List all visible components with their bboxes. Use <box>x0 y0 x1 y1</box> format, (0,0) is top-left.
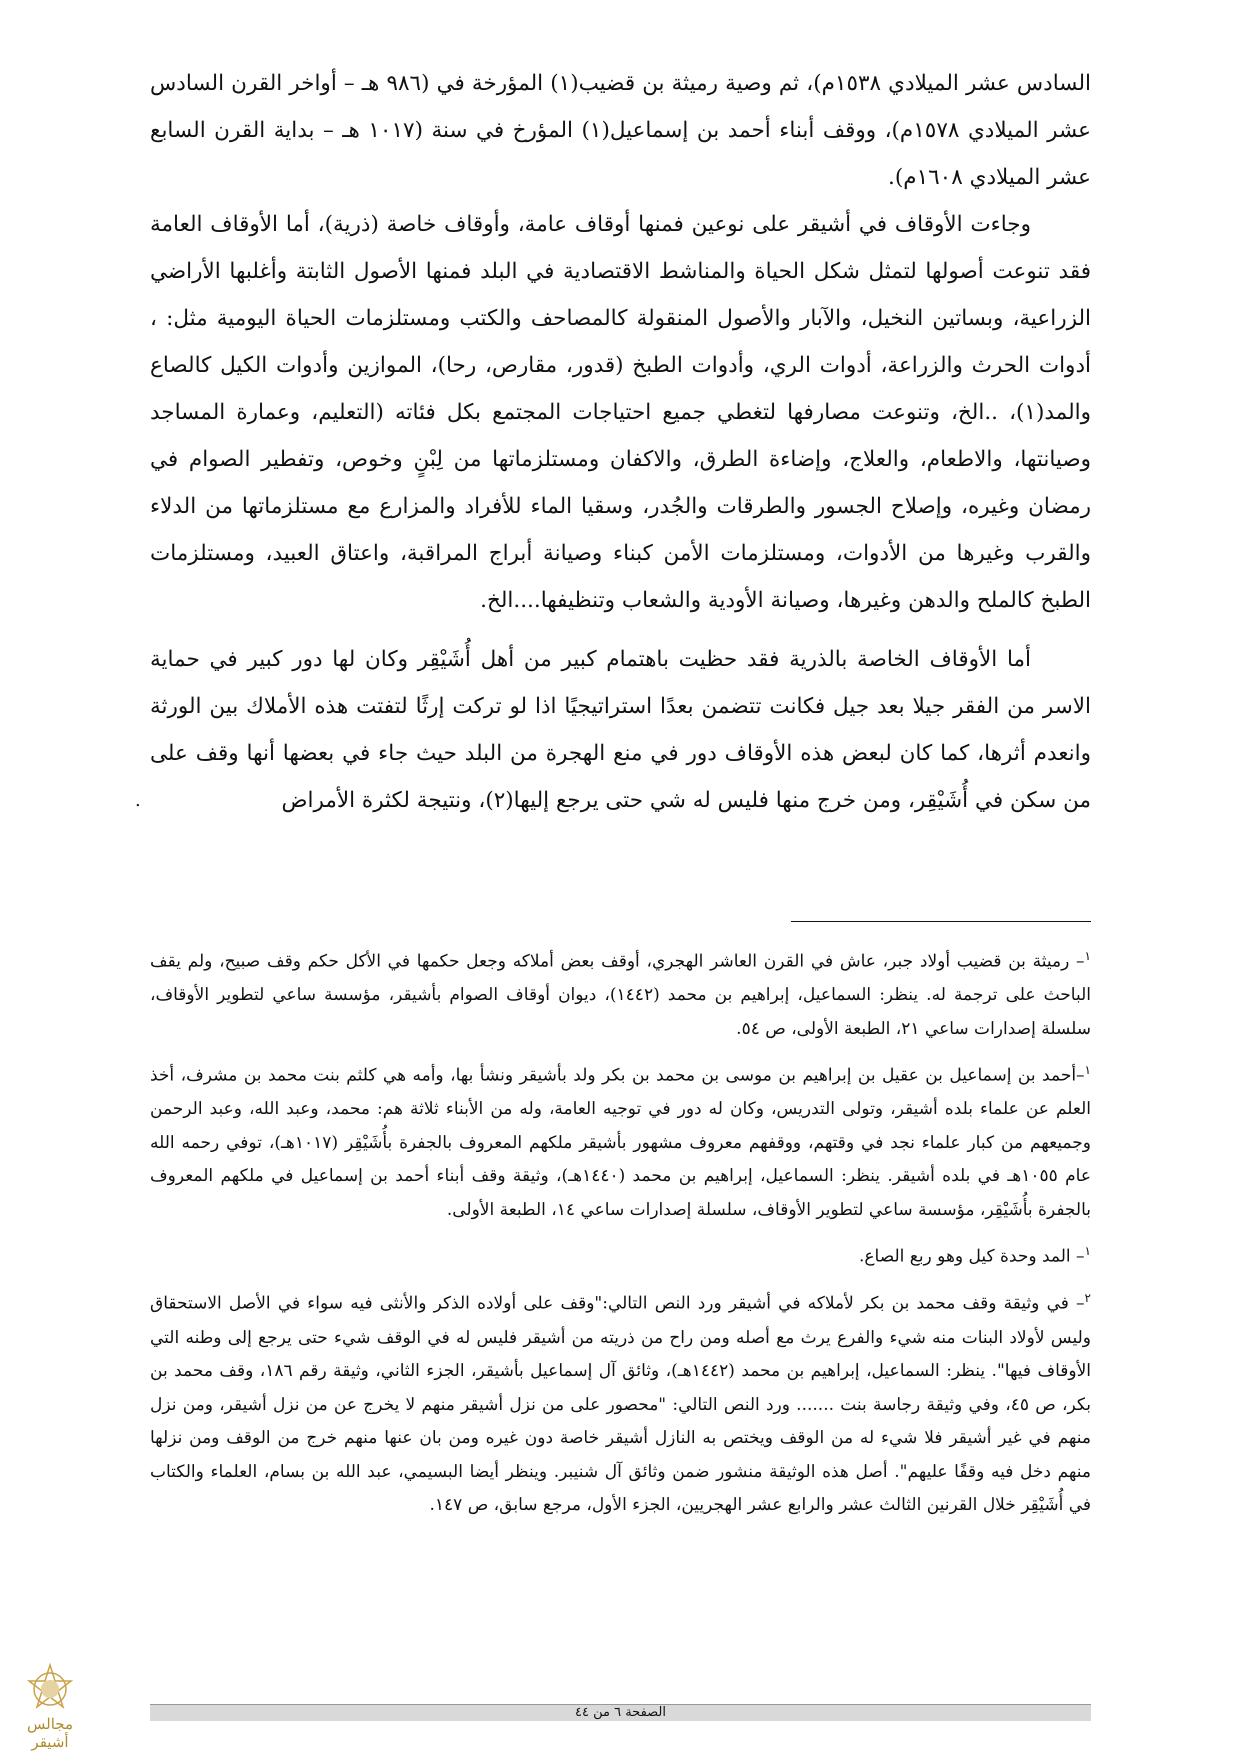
footnote-3 <box>150 1235 1091 1274</box>
footnote-mark: ١ <box>1084 1244 1091 1259</box>
page-number-bar <box>150 1704 1091 1721</box>
footnote-text: – المد وحدة كيل وهو ربع الصاع. <box>859 1246 1085 1267</box>
logo-text: مجالس أشيقر <box>27 1715 73 1751</box>
watermark-logo <box>8 1655 92 1751</box>
page-number: الصفحة ٦ من ٤٤ <box>575 1705 666 1720</box>
footnote-mark: ١ <box>1084 949 1091 963</box>
footnote-mark: ١ <box>1084 1063 1091 1078</box>
footnote-text: –أحمد بن إسماعيل بن عقيل بن إبراهيم بن موسى بن محمد بن بكر ولد بأشيقر ونشأ بها، وأمه هي كلثم بنت محمد بن مشرف، أخذ العلم عن علماء بلده أشيقر، وتولى التدريس، وكان له دور في توجيه العامة، وله من الأبناء ثلاثة هم: محمد، وعبد الله، وعبد الرحمن وجميعهم من كبار علماء نجد في وقتهم، ووقفهم معروف مشهور بأشيقر ملكهم المعروف بالجفرة بأُشَيْقِر (١٠١٧هـ)، توفي رحمه الله عام ١٠٥٥هـ في بلده أشيقر. ينظر: السماعيل، إبراهيم بن محمد (١٤٤٠هـ)، وثيقة وقف أبناء أحمد بن إسماعيل في ملكهم المعروف بالجفرة بأُشَيْقِر، مؤسسة ساعي لتطوير الأوقاف، سلسلة إصدارات ساعي ١٤، الطبعة الأولى. <box>150 1065 1091 1220</box>
footnote-text: – في وثيقة وقف محمد بن بكر لأملاكه في أشيقر ورد النص التالي:"وقف على أولاده الذكر والأنثى فيه سواء في الأصل الاستحقاق وليس لأولاد البنات منه شيء والفرع يرث مع أصله ومن راح من ذريته من أشيقر فليس له في الوقف شيء حتى يرجع إلى وطنه التي الأوقاف فيها". ينظر: السماعيل، إبراهيم بن محمد (١٤٤٢هـ)، وثائق آل إسماعيل بأشيقر، الجزء الثاني، وثيقة رقم ١٨٦، وقف محمد بن بكر، ص ٤٥، وفي وثيقة رجاسة بنت ....... ورد النص التالي: "محصور على من نزل أشيقر منهم لا يخرج عن من نزل أشيقر، ومن نزل منهم في غير أشيقر فلا شيء له من الوقف ويختص به النازل أشيقر خاصة دون غيره ومن بان عنها منهم خرج من الوقف ومن نزلها منهم دخل فيه وقفًا عليهم". أصل هذه الوثيقة منشور ضمن وثائق آل شنيبر. وينظر أيضا البسيمي، عبد الله بن بسام، العلماء والكتاب في أُشَيْقِر خلال القرنين الثالث عشر والرابع عشر الهجريين، الجزء الأول، مرجع سابق، ص ١٤٧. <box>150 1294 1092 1516</box>
paragraph-1: السادس عشر الميلادي ١٥٣٨م)، ثم وصية رميثة بن قضيب(١) المؤرخة في (٩٨٦ هـ – أواخر القرن السادس عشر الميلادي ١٥٧٨م)، ووقف أبناء أحمد بن إسماعيل(١) المؤرخ في سنة (١٠١٧ هـ – بداية القرن السابع عشر الميلادي ١٦٠٨م). <box>150 71 1091 190</box>
footnote-2 <box>150 1054 1091 1227</box>
footnote-1 <box>150 940 1091 1046</box>
footnote-mark: ٢ <box>1084 1291 1091 1306</box>
footnote-separator <box>791 921 1091 922</box>
stray-mark: . <box>135 790 141 811</box>
paragraph-3: أما الأوقاف الخاصة بالذرية فقد حظيت باهتمام كبير من أهل أُشَيْقِر وكان لها دور كبير في حماية الاسر من الفقر جيلا بعد جيل فكانت تتضمن بعدًا استراتيجيًا اذا لو تركت إرثًا لتفتت هذه الأملاك بين الورثة وانعدم أثرها، كما كان لبعض هذه الأوقاف دور في منع الهجرة من البلد حيث جاء في بعضها أنها وقف على من سكن في أُشَيْقِر، ومن خرج منها فليس له شي حتى يرجع إليها(٢)، ونتيجة لكثرة الأمراض <box>150 647 1092 813</box>
footnote-text: – رميثة بن قضيب أولاد جبر، عاش في القرن العاشر الهجري، أوقف بعض أملاكه وجعل حكمها في الأكل حكم وقف صبيح، ولم يقف الباحث على ترجمة له. ينظر: السماعيل، إبراهيم بن محمد (١٤٤٢)، ديوان أوقاف الصوام بأشيقر، مؤسسة ساعي لتطوير الأوقاف، سلسلة إصدارات ساعي ٢١، الطبعة الأولى، ص ٥٤. <box>150 951 1091 1039</box>
footnotes <box>150 940 1091 1531</box>
footnote-4 <box>150 1282 1091 1522</box>
paragraph-2: وجاءت الأوقاف في أشيقر على نوعين فمنها أوقاف عامة، وأوقاف خاصة (ذرية)، أما الأوقاف العامة فقد تنوعت أصولها لتمثل شكل الحياة والمناشط الاقتصادية في البلد فمنها الأصول الثابتة وأغلبها الأراضي الزراعية، وبساتين النخيل، والآبار والأصول المنقولة كالمصاحف والكتب ومستلزمات الحياة اليومية مثل: ، أدوات الحرث والزراعة، أدوات الري، وأدوات الطبخ (قدور، مقارص، رحا)، الموازين وأدوات الكيل كالصاع والمد(١)، ..الخ، وتنوعت مصارفها لتغطي جميع احتياجات المجتمع بكل فئاته (التعليم، وعمارة المساجد وصيانتها، والاطعام، والعلاج، وإضاءة الطرق، والاكفان ومستلزماتها من لِبْنٍ وخوص، وتفطير الصوام في رمضان وغيره، وإصلاح الجسور والطرقات والجُدر، وسقيا الماء للأفراد والمزارع مع مستلزماتها من الدلاء والقرب وغيرها من الأدوات، ومستلزمات الأمن كبناء وصيانة أبراج المراقبة، واعتاق العبيد، ومستلزمات الطبخ كالملح والدهن وغيرها، وصيانة الأودية والشعاب وتنظيفها....الخ. <box>150 212 1091 613</box>
body-text <box>150 60 1091 824</box>
